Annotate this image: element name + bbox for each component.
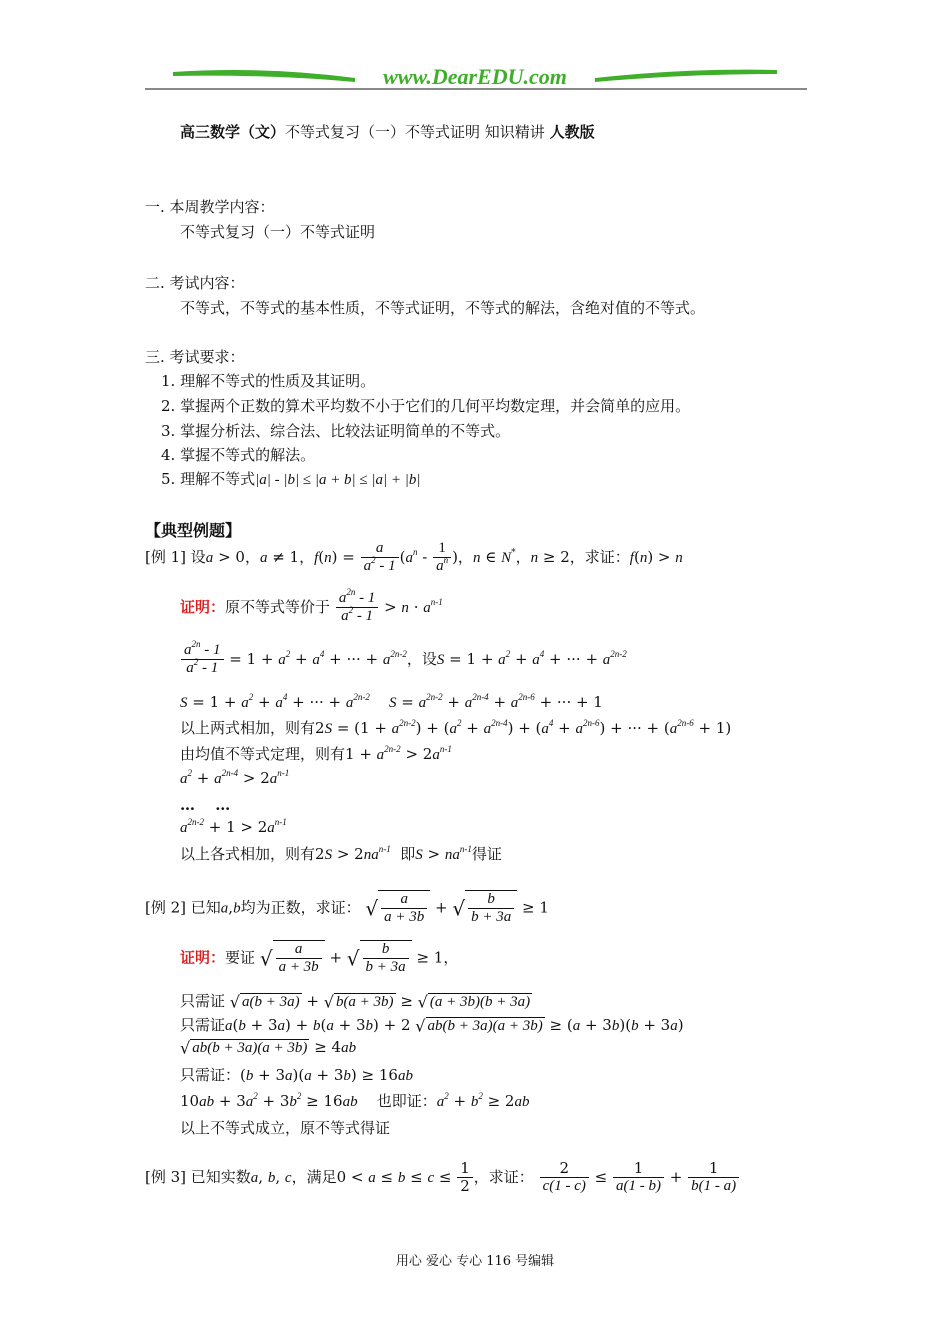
ex1-statement: [例 1] 设a > 0，a ≠ 1，f(n) = $\frac{a}{a^2 - 1}$ ($a^n$ - $\frac{1}{a^n}$ )，n ∈ N*，n ≥ 2，求证：f(n) > n — [145, 540, 683, 575]
ex1-line-5: 由均值不等式定理，则有$1 + a^{2n-2} > 2a^{n-1}$ — [180, 744, 452, 763]
ex2-line-6: $10ab + 3a^2 + 3b^2 \ge 16ab$ 也即证：$a^2 + b^2 \ge 2ab$ — [180, 1091, 530, 1110]
section-1-heading: 一. 本周教学内容： — [145, 198, 275, 216]
page-footer: 用心 爱心 专心 116 号编辑 — [395, 1254, 555, 1269]
ex1-line-8: 以上各式相加，则有$2S > 2na^{n-1}$ 即$S > na^{n-1}$得证 — [180, 844, 502, 863]
ex2-line-5: 只需证：(b + 3a)(a + 3b) ≥ 16ab — [180, 1066, 413, 1084]
ex2-proof-start: 证明：要证 √ $\frac{a}{a + 3b}$ + √ $\frac{b}{b + 3a}$ ≥ 1， — [180, 941, 459, 976]
ex2-conclusion: 以上不等式成立，原不等式得证 — [180, 1119, 391, 1137]
logo-text: www.DearEDU.com — [383, 64, 567, 89]
ex1-line-6: $a^2 + a^{2n-4} > 2a^{n-1}$ — [180, 768, 290, 787]
header-logo — [145, 62, 807, 92]
abs-inequality: |a| - |b| ≤ |a + b| ≤ |a| + |b| — [255, 472, 421, 488]
section-3-heading: 三. 考试要求： — [145, 348, 245, 366]
ex2-line-4: √ ab(b + 3a)(a + 3b) ≥ 4ab — [180, 1038, 357, 1058]
ex1-proof-start: 证明：原不等式等价于 $\frac{a^{2n} - 1}{a^2 - 1}$ > $n \cdot a^{n-1}$ — [180, 587, 443, 625]
requirement-4: 4. 掌握不等式的解法。 — [161, 446, 316, 464]
logo-swoosh-icon — [145, 62, 807, 92]
section-1-body: 不等式复习（一）不等式证明 — [180, 223, 376, 241]
requirement-2: 2. 掌握两个正数的算术平均数不小于它们的几何平均数定理，并会简单的应用。 — [161, 397, 691, 415]
requirement-5: 5. 理解不等式|a| - |b| ≤ |a + b| ≤ |a| + |b| — [161, 470, 421, 488]
examples-heading: 【典型例题】 — [145, 521, 242, 540]
ex2-statement: [例 2] 已知a,b均为正数，求证： √ $\frac{a}{a + 3b}$ + √ $\frac{b}{b + 3a}$ ≥ 1 — [145, 891, 549, 926]
ex1-line-3: $S = 1 + a^2 + a^4$ + ··· + $a^{2n-2}$ $S = a^{2n-2} + a^{2n-4} + a^{2n-6}$ + ··· + 1 — [180, 692, 603, 711]
ex2-line-3: 只需证a(b + 3a) + b(a + 3b) + 2 √ ab(b + 3a)(a + 3b) ≥ (a + 3b)(b + 3a) — [180, 1016, 684, 1036]
ex2-line-2: 只需证 √ a(b + 3a) + √ b(a + 3b) ≥ √ (a + 3b)(b + 3a) — [180, 992, 531, 1012]
requirement-3: 3. 掌握分析法、综合法、比较法证明简单的不等式。 — [161, 422, 511, 440]
ex3-statement: [例 3] 已知实数a, b, c，满足0 < a ≤ b ≤ c ≤ $\frac{1}{2}$ ，求证： $\frac{2}{c(1 - c)}$ ≤ $\frac{1}{a(1 - b)}$ + $\frac{1}{b(1 - a)}$ — [145, 1160, 740, 1196]
ex1-dots: … … — [180, 796, 231, 814]
ex1-line-7: $a^{2n-2} + 1 > 2a^{n-1}$ — [180, 817, 287, 836]
section-2-body: 不等式，不等式的基本性质，不等式证明，不等式的解法，含绝对值的不等式。 — [180, 299, 706, 317]
ex1-line-4: 以上两式相加，则有$2S = (1 + a^{2n-2}) + (a^2 + a^{2n-4}) + (a^4 + a^{2n-6})$ + ··· + $(a^{2n-6} + 1)$ — [180, 718, 732, 737]
page-title: 高三数学（文）不等式复习（一）不等式证明 知识精讲 人教版 — [180, 123, 595, 141]
section-2-heading: 二. 考试内容： — [145, 274, 245, 292]
ex1-line-2: $\frac{a^{2n} - 1}{a^2 - 1}$ = $1 + a^2 + a^4$ + ··· + $a^{2n-2}$，设$S = 1 + a^2 + a^4$ + ··· + $a^{2n-2}$ — [180, 642, 627, 678]
requirement-1: 1. 理解不等式的性质及其证明。 — [161, 372, 376, 390]
